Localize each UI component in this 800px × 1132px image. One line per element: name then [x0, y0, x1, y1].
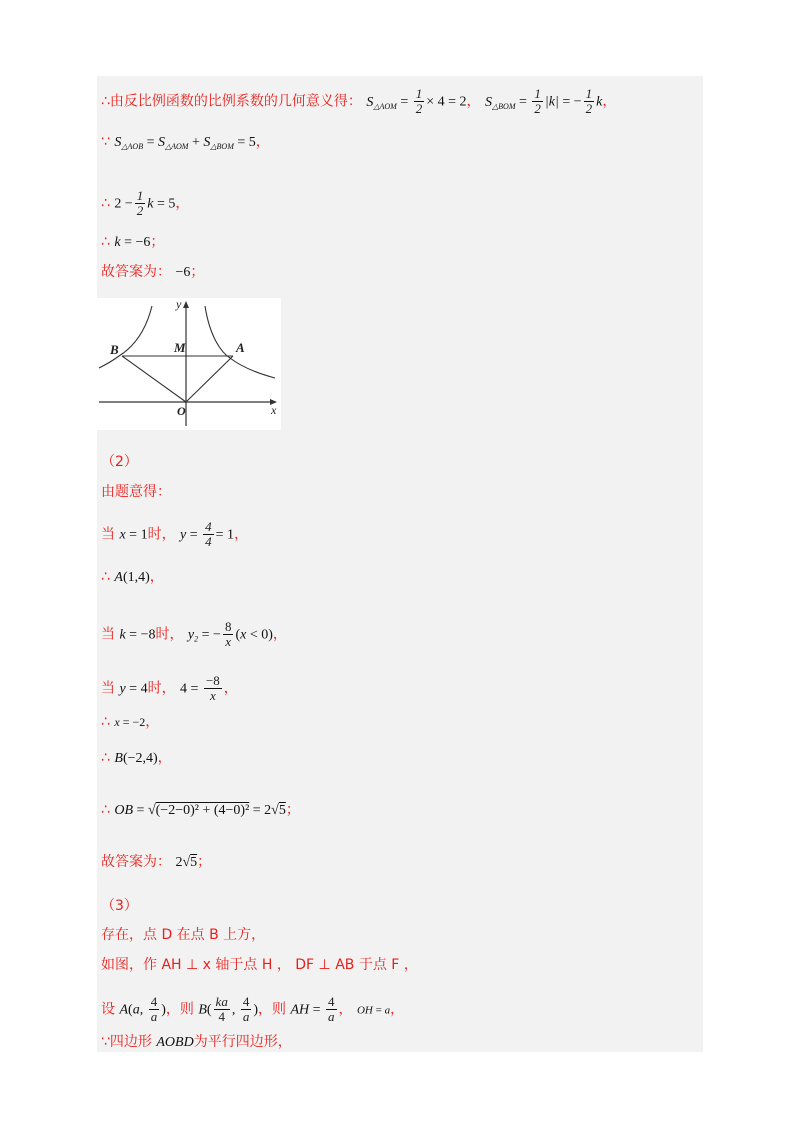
- solution-line-2: ∵ $S_{\triangle AOB} = S_{\triangle AOM} + S_{\triangle BOM} = 5$，: [101, 134, 270, 151]
- solution-line-3: ∴ 2 − $\frac{1}{2}$ k = 5，: [101, 188, 190, 218]
- line-9-prefix: ∴: [101, 569, 110, 585]
- segment-bo: [122, 356, 186, 402]
- line-7-prefix: 由题意得：: [101, 484, 171, 500]
- content-panel: [97, 76, 703, 1052]
- label-m: M: [174, 340, 186, 355]
- line-10-prefix: 当: [101, 626, 115, 643]
- solution-line-1: ∴由反比例函数的比例系数的几何意义得： $S_{\triangle AOM}$ = $\frac{1}{2}$ × 4 = 2， $S_{\triangle BOM}$ = $\frac{1}{2}$ |k| = − $\frac{1}{2}$ k，: [101, 86, 617, 116]
- solution-line-10: 当 k = −8时， $y_2$ = − $\frac{8}{x}$ (x < 0)，: [101, 619, 287, 649]
- line-13-prefix: ∴: [101, 750, 110, 766]
- math-text-mirror: [0, 1100, 1, 1101]
- solution-line-15: 故答案为： 2√5；: [101, 854, 212, 870]
- line-5-prefix: 故答案为：: [101, 264, 171, 280]
- line-17-text: 存在，点 D 在点 B 上方，: [101, 927, 266, 943]
- label-a: A: [236, 340, 245, 355]
- y-axis-arrow: [183, 301, 189, 308]
- line-2-prefix: ∵: [101, 134, 110, 150]
- label-y: y: [176, 298, 182, 311]
- line-19-prefix: 设: [101, 1001, 115, 1018]
- coordinate-diagram: [97, 298, 281, 430]
- solution-line-12: ∴ x = −2，: [101, 714, 160, 730]
- solution-line-18: [101, 955, 418, 975]
- solution-line-20: ∵四边形 AOBD为平行四边形，: [101, 1034, 292, 1050]
- solution-line-16: [101, 896, 138, 916]
- solution-line-9: ∴ A(1,4)，: [101, 569, 164, 585]
- line-3-prefix: ∴: [101, 195, 110, 212]
- solution-line-8: 当 x = 1时， y = $\frac{4}{4}$ = 1，: [101, 519, 249, 549]
- line-18-text: 如图，作 AH ⊥ x 轴于点 H ， DF ⊥ AB 于点 F ，: [101, 957, 418, 973]
- label-o: O: [177, 404, 186, 418]
- part-2-heading: （2）: [101, 454, 138, 470]
- line-20-prefix: ∵四边形: [101, 1034, 152, 1050]
- line-8-prefix: 当: [101, 526, 115, 543]
- solution-line-14: ∴ OB = √(−2−0)² + (4−0)² = 2√5；: [101, 802, 300, 818]
- solution-line-7: [101, 482, 171, 502]
- solution-line-13: ∴ B(−2,4)，: [101, 750, 172, 766]
- segment-ao: [186, 356, 233, 402]
- solution-line-6: [101, 452, 138, 472]
- line-15-prefix: 故答案为：: [101, 854, 171, 870]
- label-x: x: [271, 403, 277, 417]
- solution-line-19: 设 A(a, $\frac{4}{a}$ )，则 B( $\frac{ka}{4}$ , $\frac{4}{a}$ )，则 AH = $\frac{4}{a}$ ， OH = a，: [101, 994, 405, 1024]
- line-1-prefix: ∴由反比例函数的比例系数的几何意义得：: [101, 93, 362, 110]
- line-4-prefix: ∴: [101, 234, 110, 250]
- part-3-heading: （3）: [101, 898, 138, 914]
- line-11-prefix: 当: [101, 680, 115, 697]
- solution-line-5: 故答案为： −6；: [101, 264, 205, 280]
- solution-line-4: ∴ k = −6；: [101, 234, 165, 250]
- solution-line-17: [101, 925, 265, 945]
- line-12-prefix: ∴: [101, 714, 110, 730]
- label-b: B: [110, 342, 119, 357]
- solution-line-11: 当 y = 4时， 4 = $\frac{-8}{x}$ ，: [101, 673, 238, 703]
- hyperbola-figure: [97, 298, 281, 430]
- line-14-prefix: ∴: [101, 802, 110, 818]
